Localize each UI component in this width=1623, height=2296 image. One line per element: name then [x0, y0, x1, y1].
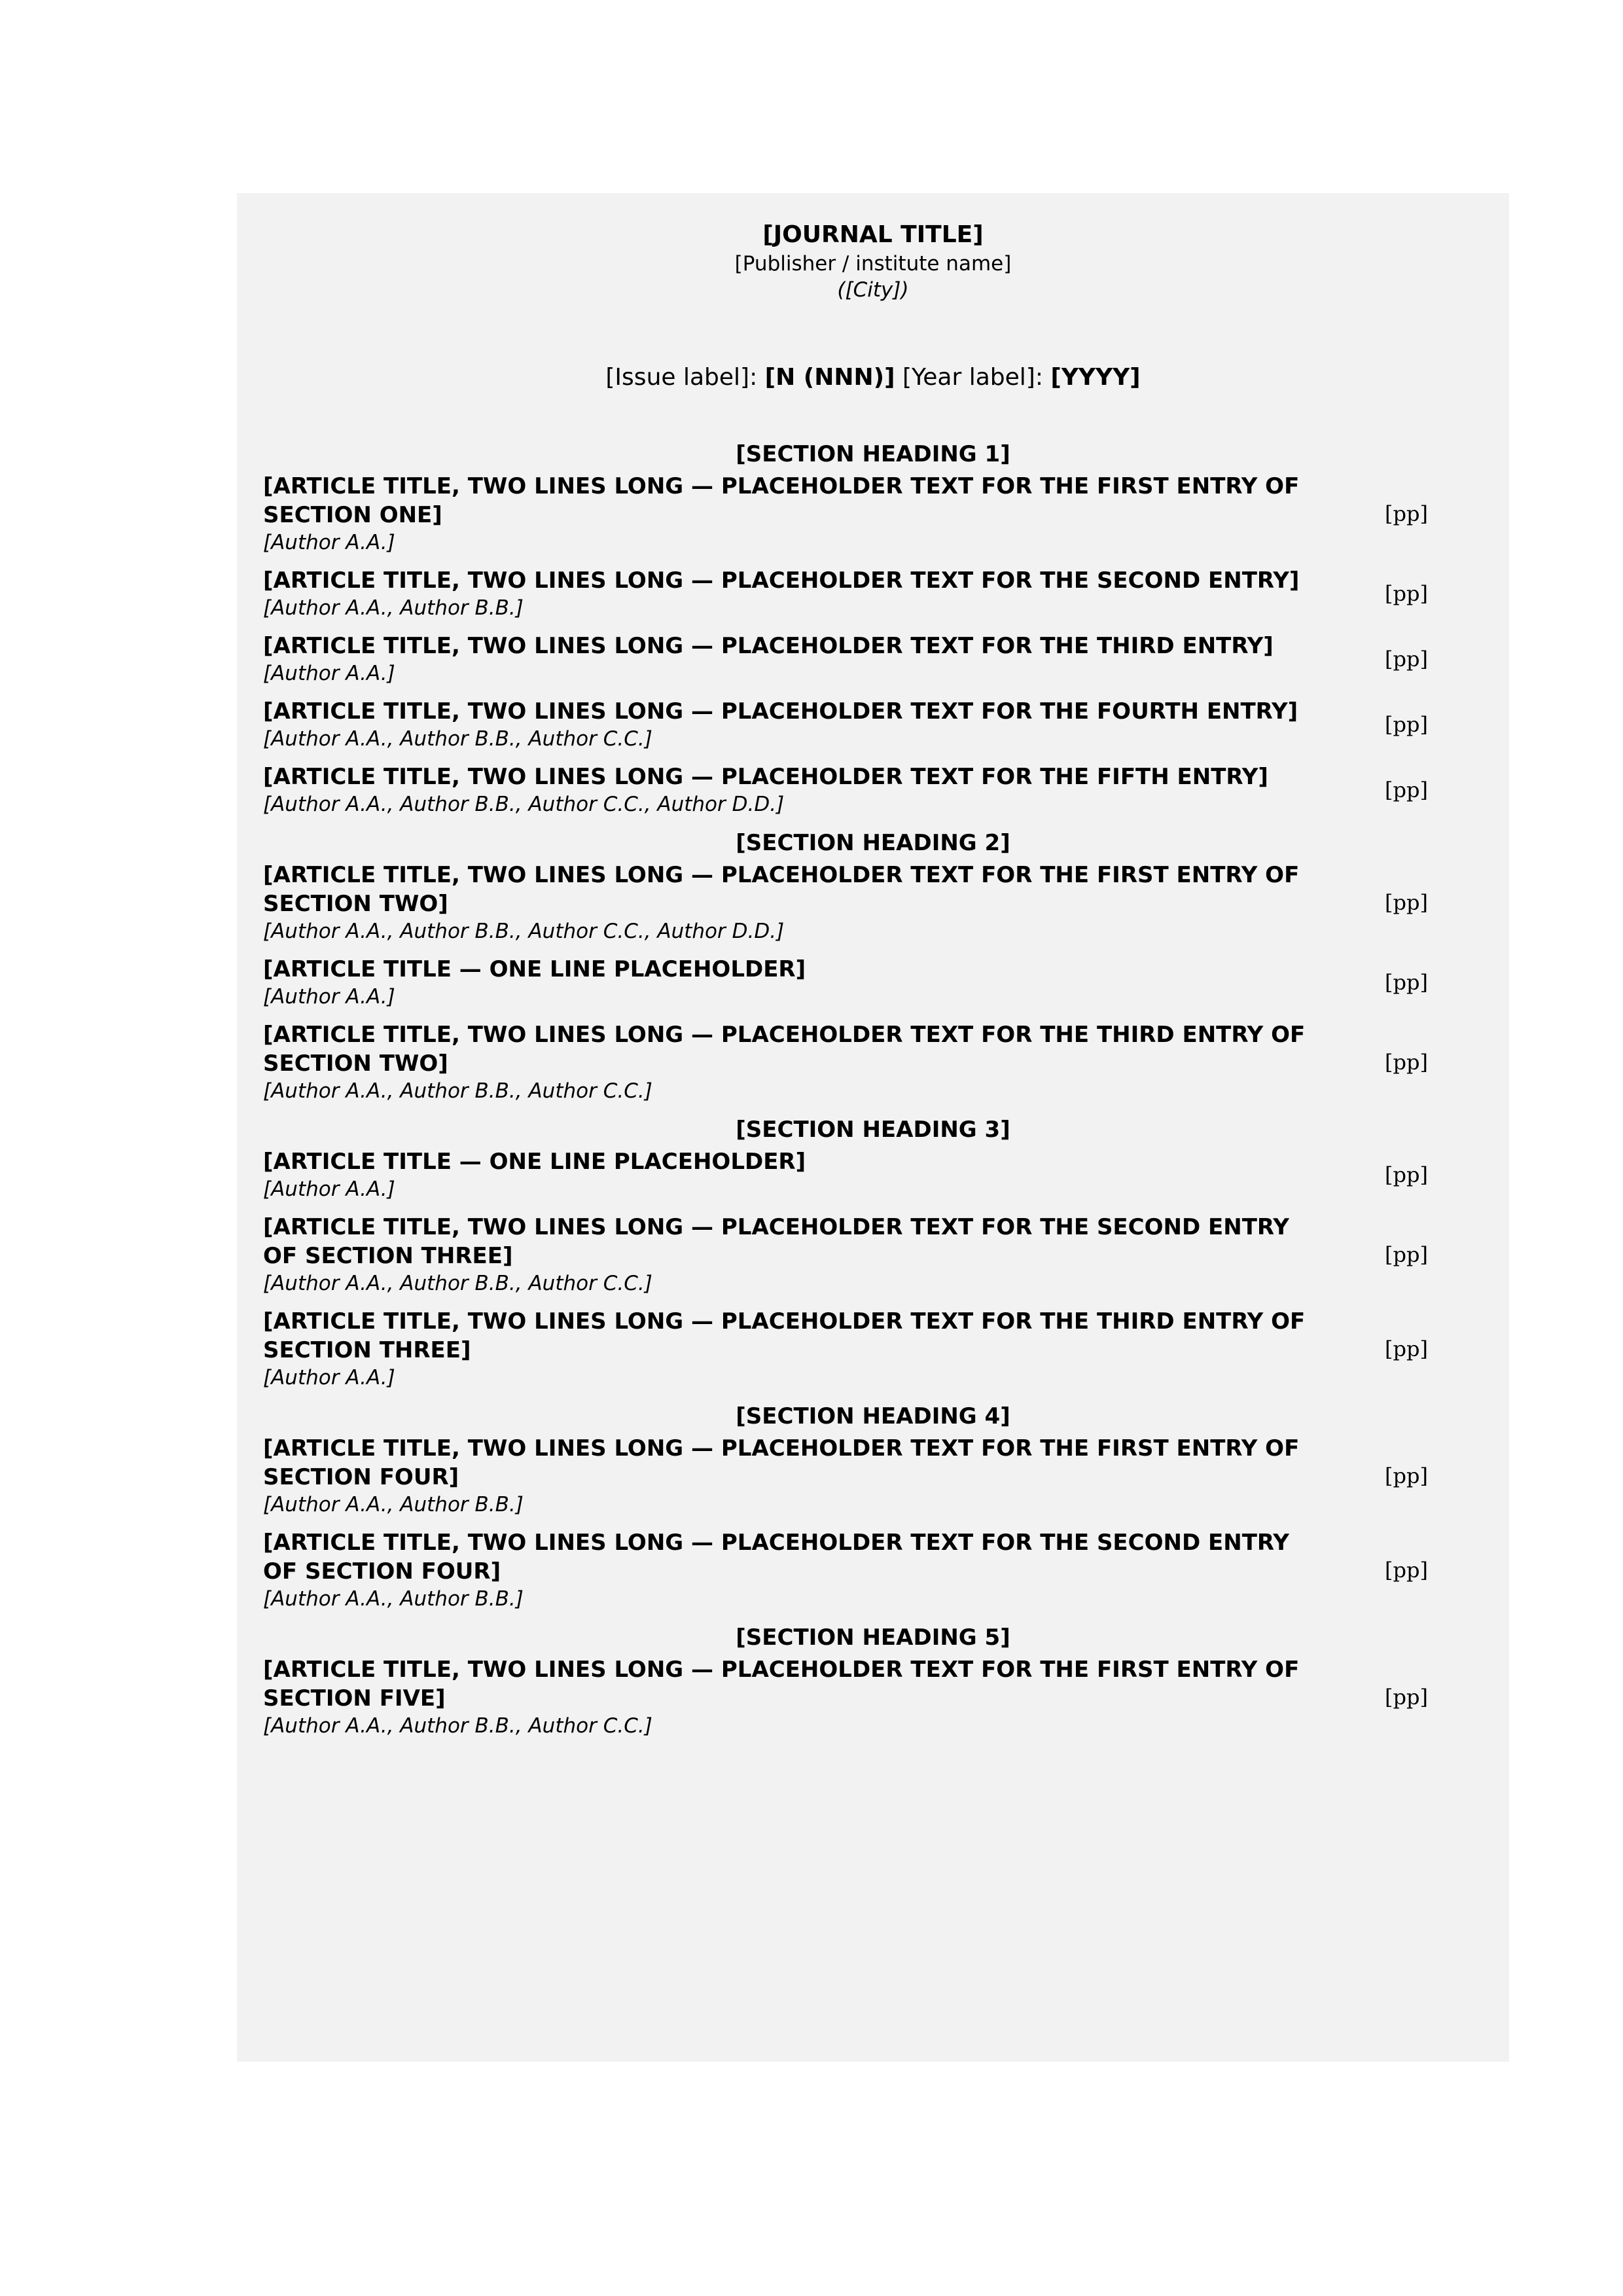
article-authors: [Author A.A., Author B.B., Author C.C.]	[263, 1079, 652, 1103]
article-title: [ARTICLE TITLE, TWO LINES LONG — PLACEHOLDER TEXT FOR THE THIRD ENTRY]	[263, 633, 1274, 659]
article-title: [ARTICLE TITLE, TWO LINES LONG — PLACEHOLDER TEXT FOR THE THIRD ENTRY OF SECTION TWO]	[263, 1022, 1306, 1077]
article-title: [ARTICLE TITLE, TWO LINES LONG — PLACEHOLDER TEXT FOR THE THIRD ENTRY OF SECTION THREE]	[263, 1308, 1306, 1363]
section-heading: [SECTION HEADING 4]	[736, 1403, 1010, 1429]
article-title: [ARTICLE TITLE, TWO LINES LONG — PLACEHOLDER TEXT FOR THE FIRST ENTRY OF SECTION FIVE]	[263, 1657, 1300, 1712]
toc-entry-body	[263, 762, 1330, 817]
journal-title: [JOURNAL TITLE]	[762, 221, 984, 248]
article-title: [ARTICLE TITLE — ONE LINE PLACEHOLDER]	[263, 956, 806, 982]
page-range: [pp]	[1385, 778, 1428, 802]
article-title: [ARTICLE TITLE, TWO LINES LONG — PLACEHOLDER TEXT FOR THE FIFTH ENTRY]	[263, 764, 1268, 790]
issue-number-value: [N (NNN)]	[764, 364, 895, 391]
toc-entry-body	[263, 1020, 1330, 1104]
toc-entry-body	[263, 1434, 1330, 1518]
article-authors: [Author A.A.]	[263, 1366, 395, 1390]
section-heading: [SECTION HEADING 1]	[736, 441, 1010, 467]
toc-entry-body	[263, 1655, 1330, 1739]
toc-entry	[263, 762, 1483, 817]
issue-year-value: [YYYY]	[1050, 364, 1141, 391]
toc-entry	[263, 1528, 1483, 1612]
page-range: [pp]	[1385, 890, 1428, 915]
page-range: [pp]	[1385, 1242, 1428, 1267]
toc-entry-body	[263, 1307, 1330, 1391]
article-title: [ARTICLE TITLE, TWO LINES LONG — PLACEHOLDER TEXT FOR THE FIRST ENTRY OF SECTION TWO]	[263, 862, 1300, 917]
page-range: [pp]	[1385, 647, 1428, 672]
issue-line	[263, 362, 1483, 393]
page-range: [pp]	[1385, 501, 1428, 526]
section-heading: [SECTION HEADING 2]	[736, 830, 1010, 856]
toc-entry	[263, 861, 1483, 944]
toc-entry-body	[263, 472, 1330, 556]
toc-entry	[263, 1434, 1483, 1518]
article-authors: [Author A.A., Author B.B.]	[263, 1587, 524, 1611]
toc-entry-body	[263, 566, 1330, 621]
toc-entry	[263, 632, 1483, 687]
page-range: [pp]	[1385, 1336, 1428, 1361]
page-range: [pp]	[1385, 581, 1428, 606]
page-range: [pp]	[1385, 1558, 1428, 1583]
toc-entry	[263, 1655, 1483, 1739]
publisher-name: [Publisher / institute name]	[734, 252, 1012, 276]
page-range: [pp]	[1385, 1463, 1428, 1488]
article-authors: [Author A.A., Author B.B., Author C.C., Author D.D.]	[263, 920, 785, 943]
page-range: [pp]	[1385, 1162, 1428, 1187]
article-authors: [Author A.A., Author B.B.]	[263, 1493, 524, 1516]
masthead	[263, 219, 1483, 303]
issue-year-label: [Year label]:	[902, 364, 1043, 391]
toc-entry-body	[263, 632, 1330, 687]
article-authors: [Author A.A., Author B.B., Author C.C.]	[263, 727, 652, 751]
article-authors: [Author A.A.]	[263, 985, 395, 1009]
toc-entry-body	[263, 955, 1330, 1010]
toc-panel	[237, 193, 1509, 2062]
article-title: [ARTICLE TITLE — ONE LINE PLACEHOLDER]	[263, 1149, 806, 1175]
page-range: [pp]	[1385, 970, 1428, 995]
page-range: [pp]	[1385, 1685, 1428, 1710]
toc-entry-body	[263, 1528, 1330, 1612]
toc-entry-body	[263, 861, 1330, 944]
article-title: [ARTICLE TITLE, TWO LINES LONG — PLACEHOLDER TEXT FOR THE FIRST ENTRY OF SECTION FOUR]	[263, 1435, 1300, 1490]
section-heading: [SECTION HEADING 3]	[736, 1117, 1010, 1143]
article-authors: [Author A.A., Author B.B., Author C.C., Author D.D.]	[263, 793, 785, 816]
article-authors: [Author A.A., Author B.B., Author C.C.]	[263, 1272, 652, 1295]
article-authors: [Author A.A.]	[263, 1177, 395, 1201]
article-authors: [Author A.A.]	[263, 662, 395, 685]
article-title: [ARTICLE TITLE, TWO LINES LONG — PLACEHOLDER TEXT FOR THE SECOND ENTRY]	[263, 567, 1300, 594]
page-range: [pp]	[1385, 712, 1428, 737]
toc-entry	[263, 472, 1483, 556]
toc-entry	[263, 1147, 1483, 1202]
toc-entry-body	[263, 697, 1330, 752]
toc-entry	[263, 566, 1483, 621]
article-authors: [Author A.A.]	[263, 531, 395, 554]
toc-entry-body	[263, 1213, 1330, 1297]
publisher-city: ([City])	[837, 278, 909, 302]
article-title: [ARTICLE TITLE, TWO LINES LONG — PLACEHOLDER TEXT FOR THE SECOND ENTRY OF SECTION THREE]	[263, 1214, 1289, 1269]
article-authors: [Author A.A., Author B.B.]	[263, 596, 524, 620]
toc-entry	[263, 697, 1483, 752]
toc-entry	[263, 1020, 1483, 1104]
article-title: [ARTICLE TITLE, TWO LINES LONG — PLACEHOLDER TEXT FOR THE SECOND ENTRY OF SECTION FOUR]	[263, 1530, 1289, 1585]
article-authors: [Author A.A., Author B.B., Author C.C.]	[263, 1714, 652, 1738]
article-title: [ARTICLE TITLE, TWO LINES LONG — PLACEHOLDER TEXT FOR THE FOURTH ENTRY]	[263, 698, 1298, 725]
table-of-contents	[263, 439, 1483, 1739]
toc-entry	[263, 1213, 1483, 1297]
section-heading: [SECTION HEADING 5]	[736, 1624, 1010, 1651]
issue-number-label: [Issue label]:	[605, 364, 758, 391]
article-title: [ARTICLE TITLE, TWO LINES LONG — PLACEHOLDER TEXT FOR THE FIRST ENTRY OF SECTION ONE]	[263, 473, 1300, 528]
toc-entry-body	[263, 1147, 1330, 1202]
toc-entry	[263, 955, 1483, 1010]
toc-entry	[263, 1307, 1483, 1391]
page-range: [pp]	[1385, 1050, 1428, 1075]
